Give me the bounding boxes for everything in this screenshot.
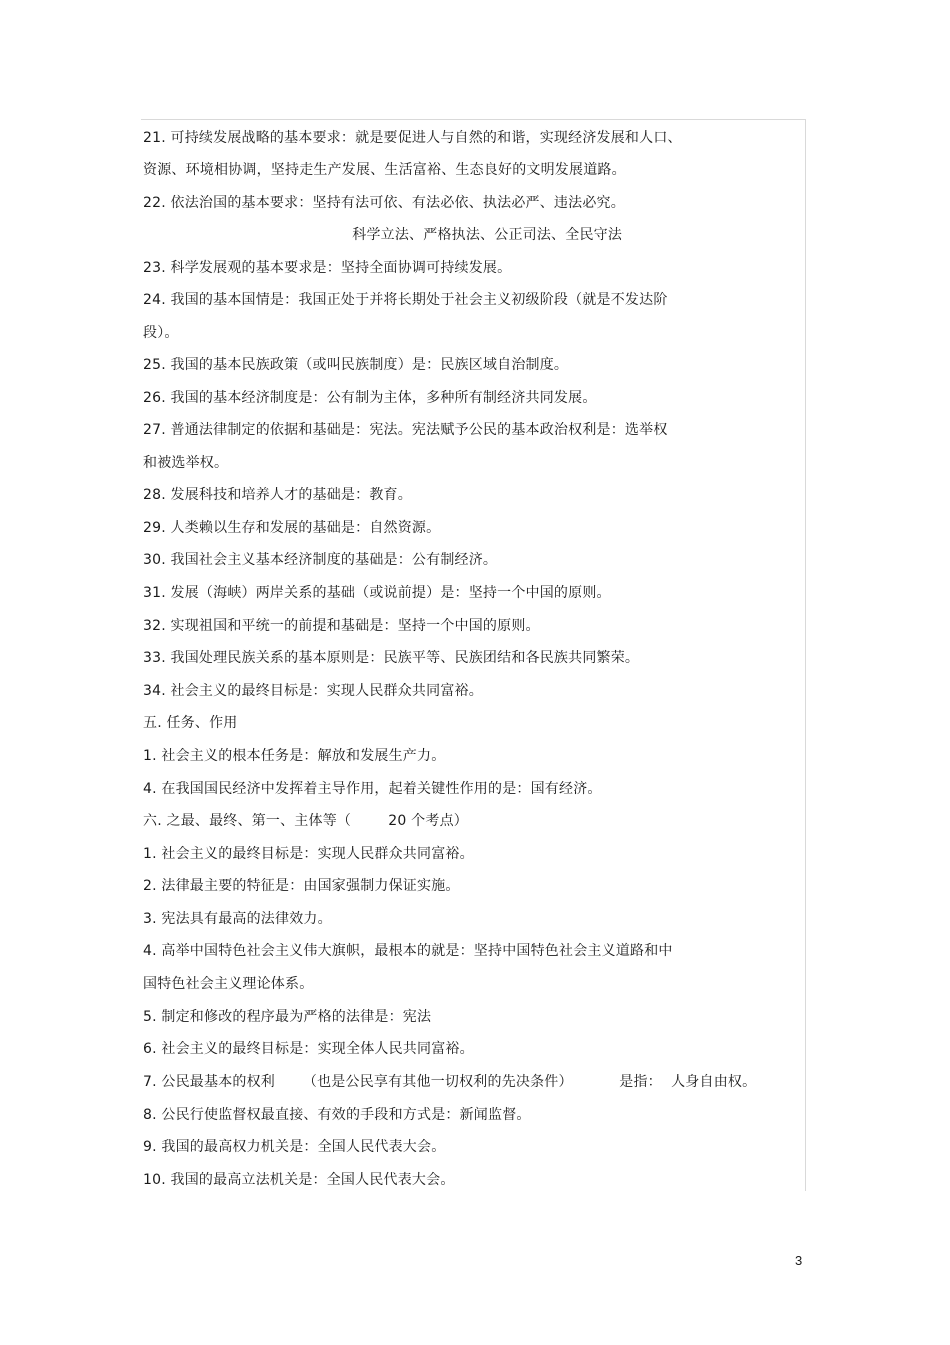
text-line: 1. 社会主义的根本任务是：解放和发展生产力。 bbox=[143, 748, 446, 764]
text-line: 28. 发展科技和培养人才的基础是：教育。 bbox=[143, 487, 412, 503]
text-line: 4. 高举中国特色社会主义伟大旗帜，最根本的就是：坚持中国特色社会主义道路和中 bbox=[143, 943, 673, 959]
text-line: 2. 法律最主要的特征是：由国家强制力保证实施。 bbox=[143, 878, 460, 894]
section-heading: 五. 任务、作用 bbox=[143, 715, 238, 731]
text-line: 31. 发展（海峡）两岸关系的基础（或说前提）是：坚持一个中国的原则。 bbox=[143, 585, 611, 601]
text-line: 33. 我国处理民族关系的基本原则是：民族平等、民族团结和各民族共同繁荣。 bbox=[143, 650, 640, 666]
text-line: 32. 实现祖国和平统一的前提和基础是：坚持一个中国的原则。 bbox=[143, 618, 540, 634]
text-line: 9. 我国的最高权力机关是：全国人民代表大会。 bbox=[143, 1139, 446, 1155]
text-line: 21. 可持续发展战略的基本要求：就是要促进人与自然的和谐，实现经济发展和人口、 bbox=[143, 130, 682, 146]
text-line: 26. 我国的基本经济制度是：公有制为主体，多种所有制经济共同发展。 bbox=[143, 390, 597, 406]
text-line: 29. 人类赖以生存和发展的基础是：自然资源。 bbox=[143, 520, 441, 536]
text-line: 27. 普通法律制定的依据和基础是：宪法。宪法赋予公民的基本政治权利是：选举权 bbox=[143, 422, 668, 438]
text-line: 25. 我国的基本民族政策（或叫民族制度）是：民族区域自治制度。 bbox=[143, 357, 569, 373]
text-line: 资源、环境相协调，坚持走生产发展、生活富裕、生态良好的文明发展道路。 bbox=[143, 162, 626, 178]
text-line: 4. 在我国国民经济中发挥着主导作用，起着关键性作用的是：国有经济。 bbox=[143, 781, 602, 797]
text-line: 5. 制定和修改的程序最为严格的法律是：宪法 bbox=[143, 1009, 432, 1025]
text-line: 23. 科学发展观的基本要求是：坚持全面协调可持续发展。 bbox=[143, 260, 512, 276]
text-line: 6. 社会主义的最终目标是：实现全体人民共同富裕。 bbox=[143, 1041, 474, 1057]
text-line: 国特色社会主义理论体系。 bbox=[143, 976, 314, 992]
text-line: 8. 公民行使监督权最直接、有效的手段和方式是：新闻监督。 bbox=[143, 1107, 531, 1123]
text-line: 7. 公民最基本的权利 （也是公民享有其他一切权利的先决条件） 是指： 人身自由权。 bbox=[143, 1074, 757, 1090]
text-line: 3. 宪法具有最高的法律效力。 bbox=[143, 911, 332, 927]
text-line: 30. 我国社会主义基本经济制度的基础是：公有制经济。 bbox=[143, 552, 498, 568]
text-line: 34. 社会主义的最终目标是：实现人民群众共同富裕。 bbox=[143, 683, 483, 699]
text-line: 科学立法、严格执法、公正司法、全民守法 bbox=[143, 227, 623, 243]
text-line: 22. 依法治国的基本要求：坚持有法可依、有法必依、执法必严、违法必究。 bbox=[143, 195, 625, 211]
page-number: 3 bbox=[795, 1253, 803, 1268]
text-line: 段）。 bbox=[143, 325, 179, 341]
text-line: 10. 我国的最高立法机关是：全国人民代表大会。 bbox=[143, 1172, 455, 1188]
text-line: 和被选举权。 bbox=[143, 455, 229, 471]
text-line: 1. 社会主义的最终目标是：实现人民群众共同富裕。 bbox=[143, 846, 474, 862]
text-line: 24. 我国的基本国情是：我国正处于并将长期处于社会主义初级阶段（就是不发达阶 bbox=[143, 292, 668, 308]
section-heading: 六. 之最、最终、第一、主体等（ 20 个考点） bbox=[143, 813, 468, 829]
